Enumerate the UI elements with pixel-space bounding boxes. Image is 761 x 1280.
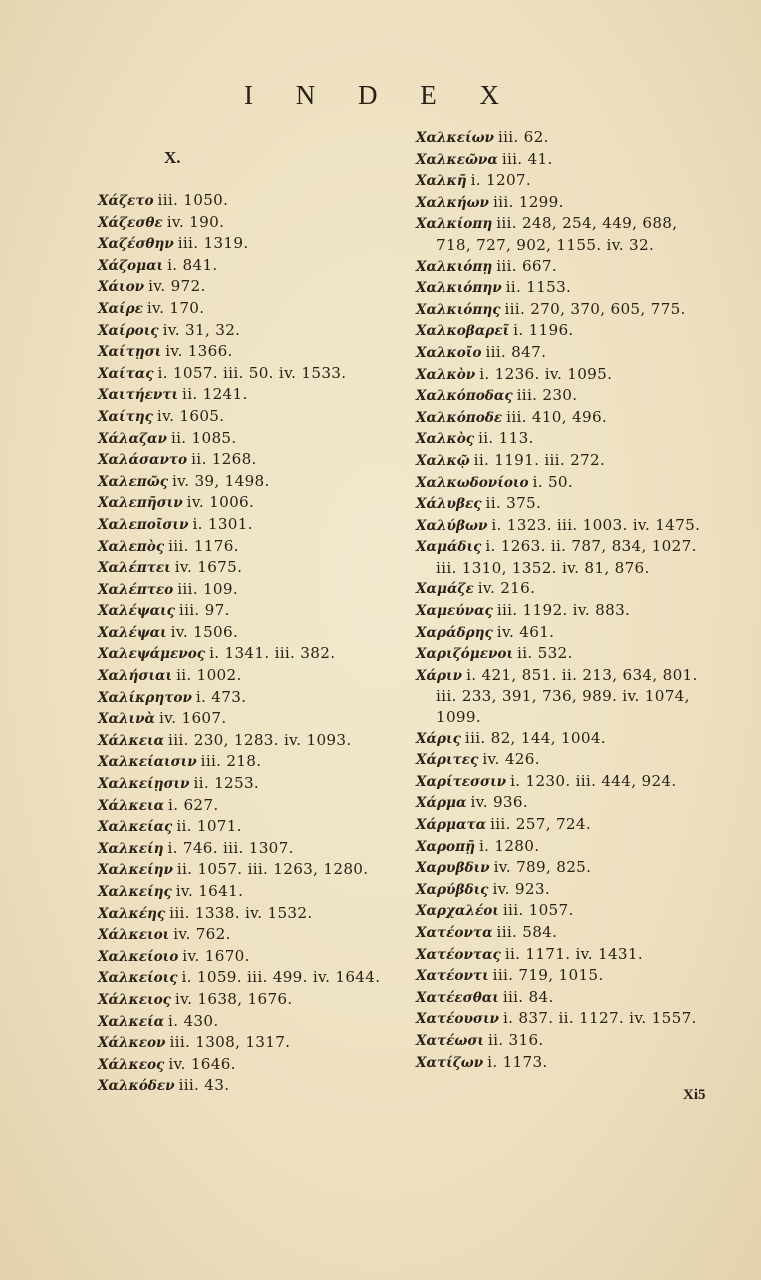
index-references: ii. 1241.: [182, 385, 248, 404]
index-references: iii. 1308, 1317.: [169, 1033, 291, 1052]
index-references: i. 1280.: [478, 836, 540, 855]
index-headword: Χαλκείας: [98, 819, 173, 836]
index-references: i. 473.: [195, 687, 247, 706]
index-headword: Χαροπῇ: [416, 838, 475, 855]
index-entry: [98, 190, 398, 212]
index-headword: Χαλκιόπῃ: [416, 258, 493, 275]
index-references: iv. 1641.: [175, 882, 244, 900]
index-headword: Χαλκῆ: [416, 173, 467, 190]
index-references: ii. 1002.: [176, 666, 242, 685]
index-headword: Χαίτῃσι: [98, 344, 162, 361]
index-references: iii. 667.: [496, 256, 557, 275]
index-headword: Χατέοντι: [416, 968, 489, 985]
index-references: iii. 218.: [200, 752, 262, 771]
index-entry: [98, 492, 398, 514]
index-entry: [416, 728, 716, 750]
index-headword: Χαρίτεσσιν: [416, 773, 507, 790]
index-entry: [416, 987, 716, 1009]
index-references: iv. 1366.: [165, 342, 233, 361]
index-references: iii. 1057.: [502, 901, 574, 920]
index-references: iii. 1176.: [168, 536, 239, 555]
index-references: i. 1263. ii. 787, 834, 1027. iii. 1310, 1352. iv. 81, 876.: [436, 537, 697, 577]
index-entry: [98, 536, 398, 558]
index-entry: [98, 773, 398, 795]
index-references: i. 421, 851. ii. 213, 634, 801. iii. 233, 391, 736, 989. iv. 1074, 1099.: [436, 665, 698, 727]
index-headword: Χαλέψαι: [98, 624, 167, 641]
index-headword: Χαλκέης: [98, 905, 166, 922]
index-references: iii. 248, 254, 449, 688, 718, 727, 902, 1155. iv. 32.: [436, 214, 678, 254]
index-entry: [98, 838, 398, 860]
index-headword: Χαλύβων: [416, 517, 488, 534]
index-headword: Χαλκόποδε: [416, 409, 503, 426]
index-entry: [98, 276, 398, 298]
index-entry: [416, 965, 716, 987]
index-references: iii. 257, 724.: [490, 815, 591, 833]
index-references: iv. 936.: [470, 793, 528, 812]
index-entry: [98, 643, 398, 665]
catchword: Xi5: [683, 1087, 706, 1103]
index-entry: [98, 903, 398, 925]
index-headword: Χάλαζαν: [98, 430, 167, 447]
index-entry: [98, 1011, 398, 1033]
index-headword: Χαλάσαντο: [98, 452, 188, 469]
index-headword: Χάλυβες: [416, 496, 482, 513]
index-entry: [416, 622, 716, 644]
index-references: iv. 426.: [482, 750, 540, 769]
index-entry: [416, 320, 716, 342]
index-references: iii. 584.: [496, 922, 558, 941]
index-entry: [98, 946, 398, 968]
index-entry: [416, 857, 716, 879]
index-entry: [98, 600, 398, 622]
index-references: iv. 190.: [166, 212, 225, 231]
index-references: iii. 84.: [502, 987, 554, 1006]
index-headword: Χάρματα: [416, 817, 487, 833]
page-header: I N D E X: [244, 80, 517, 110]
index-references: iv. 1506.: [170, 622, 239, 641]
index-entry: [416, 536, 716, 578]
index-references: i. 1059. iii. 499. iv. 1644.: [181, 968, 381, 987]
index-column-right: [416, 127, 716, 1073]
index-entry: [416, 900, 716, 922]
index-references: i. 841.: [167, 255, 218, 274]
index-entry: [98, 471, 398, 493]
index-entry: [416, 879, 716, 901]
index-headword: Χατέωσι: [416, 1032, 484, 1049]
index-references: iii. 1338. iv. 1532.: [169, 903, 313, 922]
index-headword: Χαλκωδονίοιο: [416, 474, 529, 491]
index-headword: Χαλκιόπης: [416, 301, 501, 318]
index-references: i. 1341. iii. 382.: [209, 644, 336, 663]
index-headword: Χάρμα: [416, 795, 467, 812]
index-references: i. 430.: [168, 1011, 219, 1030]
index-headword: Χαρχαλέοι: [416, 903, 499, 920]
index-references: ii. 1057. iii. 1263, 1280.: [176, 860, 369, 879]
index-entry: [98, 1054, 398, 1076]
index-references: i. 1323. iii. 1003. iv. 1475.: [491, 515, 701, 534]
index-entry: [98, 687, 398, 709]
index-entry: [416, 149, 716, 171]
index-references: ii. 1085.: [170, 428, 237, 447]
index-entry: [416, 1030, 716, 1052]
index-references: iv. 762.: [173, 925, 231, 944]
index-entry: [416, 578, 716, 600]
index-entry: [416, 1008, 716, 1030]
index-references: ii. 1253.: [193, 774, 260, 793]
index-references: i. 1230. iii. 444, 924.: [510, 771, 677, 790]
section-letter: X.: [164, 148, 181, 167]
index-entry: [98, 298, 398, 320]
index-references: iii. 41.: [501, 149, 553, 168]
index-headword: Χαλκείαισιν: [98, 754, 197, 771]
index-headword: Χάλκεια: [98, 797, 165, 814]
index-references: iii. 230, 1283. iv. 1093.: [168, 730, 352, 749]
index-entry: [416, 1052, 716, 1074]
index-headword: Χαλκῷ: [416, 452, 470, 469]
index-headword: Χάλκεια: [98, 732, 165, 749]
index-headword: Χάλκεος: [98, 1056, 165, 1073]
index-references: iii. 1192. iv. 883.: [496, 601, 631, 620]
index-entry: [416, 407, 716, 429]
index-headword: Χάιον: [98, 279, 145, 296]
index-entry: [416, 385, 716, 407]
index-references: iv. 1605.: [156, 406, 225, 425]
index-headword: Χαλέπτεο: [98, 581, 174, 598]
index-references: i. 837. ii. 1127. iv. 1557.: [502, 1009, 697, 1028]
index-references: iii. 847.: [485, 342, 547, 361]
index-headword: Χαλεπὸς: [98, 538, 165, 555]
index-references: iv. 39, 1498.: [171, 471, 270, 490]
index-headword: Χάλκεον: [98, 1035, 166, 1052]
index-references: i. 1057. iii. 50. iv. 1533.: [157, 363, 347, 382]
index-headword: Χάριτες: [416, 752, 479, 769]
index-references: iii. 1319.: [177, 234, 249, 253]
index-references: iv. 972.: [148, 277, 206, 296]
index-column-left: [98, 190, 398, 1097]
index-headword: Χάρις: [416, 730, 461, 747]
index-entry: [98, 967, 398, 989]
index-headword: Χαίτας: [98, 365, 154, 382]
index-headword: Χαλέπτει: [98, 560, 171, 577]
index-entry: [98, 730, 398, 752]
index-references: i. 1301.: [192, 514, 253, 533]
index-entry: [98, 233, 398, 255]
index-entry: [416, 213, 716, 255]
index-entry: [98, 557, 398, 579]
index-references: ii. 1153.: [505, 278, 572, 297]
index-references: iv. 216.: [477, 579, 536, 598]
index-references: ii. 532.: [517, 644, 573, 663]
index-entry: [98, 449, 398, 471]
index-entry: [416, 922, 716, 944]
index-entry: [416, 515, 716, 537]
index-headword: Χαλκείην: [98, 862, 173, 879]
index-references: iii. 82, 144, 1004.: [464, 728, 606, 747]
index-entry: [98, 363, 398, 385]
index-references: iii. 1050.: [157, 191, 229, 209]
index-headword: Χαλκὸν: [416, 366, 476, 383]
index-entry: [416, 299, 716, 321]
index-entry: [416, 127, 716, 149]
index-entry: [98, 795, 398, 817]
index-headword: Χαμεύνας: [416, 603, 493, 620]
index-headword: Χαλκοῖο: [416, 344, 482, 361]
index-headword: Χάλκειοι: [98, 927, 170, 944]
index-entry: [98, 622, 398, 644]
index-references: iii. 62.: [497, 128, 549, 146]
index-references: ii. 1171. iv. 1431.: [504, 944, 643, 963]
index-entry: [416, 771, 716, 793]
index-headword: Χαλκιόπην: [416, 280, 502, 297]
index-entry: [416, 450, 716, 472]
index-entry: [416, 944, 716, 966]
index-headword: Χαίροις: [98, 322, 159, 339]
index-headword: Χαλίκρητον: [98, 689, 192, 706]
index-references: i. 1207.: [470, 171, 532, 190]
index-headword: Χαίτης: [98, 408, 153, 425]
index-entry: [416, 277, 716, 299]
index-entry: [416, 472, 716, 494]
index-headword: Χαίρε: [98, 300, 143, 317]
index-references: i. 1173.: [487, 1052, 548, 1071]
index-references: i. 1196.: [513, 321, 574, 340]
index-headword: Χαλκείη: [98, 840, 164, 857]
index-references: iv. 170.: [146, 298, 205, 317]
index-entry: [416, 364, 716, 386]
index-entry: [98, 384, 398, 406]
index-entry: [98, 751, 398, 773]
index-references: ii. 1191. iii. 272.: [473, 450, 606, 469]
index-entry: [416, 643, 716, 665]
index-headword: Χαλκείων: [416, 130, 494, 146]
index-entry: [98, 255, 398, 277]
index-entry: [98, 708, 398, 730]
index-headword: Χαλέψαις: [98, 603, 175, 620]
index-headword: Χάριν: [416, 667, 463, 684]
index-references: iv. 1638, 1676.: [174, 989, 293, 1008]
index-references: ii. 375.: [485, 494, 542, 513]
index-entry: [98, 665, 398, 687]
index-entry: [98, 579, 398, 601]
index-headword: Χαιτήεντι: [98, 387, 179, 404]
index-references: i. 746. iii. 1307.: [167, 838, 294, 857]
index-entry: [416, 792, 716, 814]
index-entry: [416, 428, 716, 450]
index-entry: [98, 428, 398, 450]
index-references: iv. 789, 825.: [493, 858, 592, 877]
index-references: i. 627.: [168, 795, 219, 814]
index-headword: Χάλκειος: [98, 991, 171, 1008]
index-headword: Χαλκήων: [416, 194, 489, 211]
index-headword: Χαλεπῶς: [98, 473, 168, 490]
index-entry: [98, 989, 398, 1011]
index-headword: Χατέοντα: [416, 924, 493, 941]
index-references: iii. 97.: [178, 601, 230, 620]
index-references: ii. 1268.: [191, 450, 257, 469]
index-entry: [416, 836, 716, 858]
index-entry: [98, 1075, 398, 1097]
index-headword: Χάζεσθε: [98, 214, 163, 231]
index-headword: Χατίζων: [416, 1054, 484, 1071]
index-references: ii. 113.: [478, 429, 534, 448]
index-references: i. 50.: [532, 472, 573, 491]
index-references: iv. 1675.: [174, 558, 243, 577]
index-entry: [416, 600, 716, 622]
index-references: iv. 461.: [496, 622, 555, 641]
index-references: iii. 109.: [177, 579, 238, 598]
index-entry: [98, 859, 398, 881]
index-entry: [416, 342, 716, 364]
index-headword: Χαλκείης: [98, 884, 172, 900]
index-headword: Χατέεσθαι: [416, 989, 499, 1006]
index-headword: Χαρύβδις: [416, 881, 489, 898]
index-references: iv. 1607.: [159, 709, 227, 728]
index-headword: Χαρυβδιν: [416, 860, 490, 877]
index-entry: [416, 814, 716, 836]
index-headword: Χαράδρης: [416, 624, 493, 641]
index-entry: [416, 170, 716, 192]
index-headword: Χαλκεῶνα: [416, 151, 498, 168]
index-headword: Χαλκόδεν: [98, 1078, 175, 1095]
index-headword: Χαλήσιαι: [98, 668, 173, 685]
index-entry: [98, 320, 398, 342]
index-references: iv. 1670.: [182, 946, 250, 965]
index-entry: [98, 881, 398, 903]
index-references: ii. 1071.: [176, 817, 242, 836]
index-headword: Χάζομαι: [98, 257, 164, 274]
index-headword: Χαλκοβαρεῖ: [416, 323, 510, 340]
index-headword: Χαλεποῖσιν: [98, 516, 189, 533]
index-references: iv. 1646.: [168, 1054, 236, 1073]
index-references: iv. 1006.: [186, 493, 255, 512]
index-entry: [98, 816, 398, 838]
index-references: ii. 316.: [487, 1030, 544, 1049]
index-references: iii. 410, 496.: [506, 407, 608, 426]
index-headword: Χαλκὸς: [416, 431, 475, 448]
index-references: i. 1236. iv. 1095.: [479, 364, 613, 383]
index-headword: Χαριζόμενοι: [416, 646, 514, 663]
index-headword: Χαλκείοις: [98, 970, 178, 987]
index-references: iii. 719, 1015.: [492, 966, 604, 985]
index-headword: Χαλινὰ: [98, 711, 156, 728]
index-headword: Χαλκόποδας: [416, 388, 513, 405]
index-references: iii. 230.: [516, 386, 578, 405]
index-references: iii. 270, 370, 605, 775.: [504, 299, 686, 318]
index-entry: [416, 192, 716, 214]
index-headword: Χαζέσθην: [98, 236, 174, 253]
index-headword: Χαλεπῆσιν: [98, 495, 183, 512]
index-entry: [98, 341, 398, 363]
index-entry: [416, 665, 716, 728]
index-headword: Χάζετο: [98, 193, 154, 209]
index-headword: Χαλκεία: [98, 1013, 165, 1030]
index-headword: Χαμάδις: [416, 539, 482, 556]
index-headword: Χαμάζε: [416, 581, 474, 598]
index-entry: [98, 406, 398, 428]
index-entry: [416, 749, 716, 771]
index-headword: Χαλκείῃσιν: [98, 776, 190, 793]
index-headword: Χατέοντας: [416, 946, 501, 963]
index-headword: Χαλκίοπη: [416, 216, 493, 233]
index-references: iv. 923.: [492, 879, 550, 898]
index-entry: [98, 212, 398, 234]
index-references: iv. 31, 32.: [162, 320, 241, 339]
index-entry: [416, 493, 716, 515]
index-references: iii. 43.: [178, 1076, 230, 1095]
index-entry: [416, 256, 716, 278]
index-entry: [98, 1032, 398, 1054]
index-headword: Χατέουσιν: [416, 1011, 499, 1028]
index-references: iii. 1299.: [493, 192, 564, 211]
index-headword: Χαλεψάμενος: [98, 646, 206, 663]
index-entry: [98, 514, 398, 536]
index-entry: [98, 924, 398, 946]
index-headword: Χαλκείοιο: [98, 948, 179, 965]
